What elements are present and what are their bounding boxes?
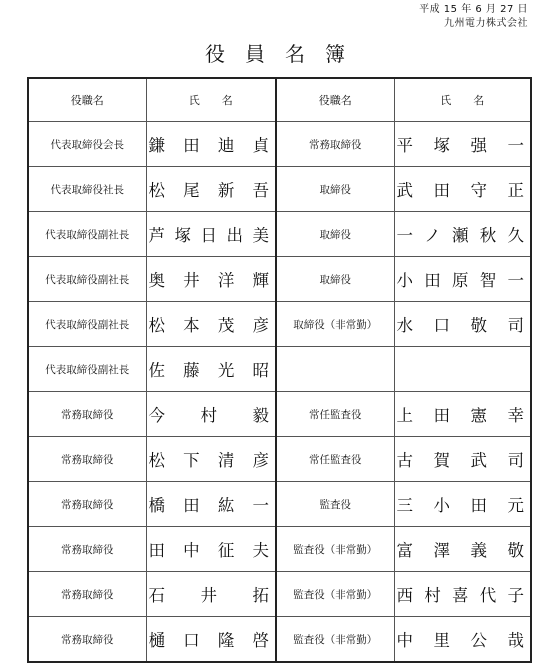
right-position-cell <box>276 347 394 392</box>
left-position-cell: 代表取締役副社長 <box>28 347 146 392</box>
right-name-cell: 一 ノ 瀬 秋 久 <box>394 212 531 257</box>
right-position-cell: 常務取締役 <box>276 122 394 167</box>
right-name-cell: 西 村 喜 代 子 <box>394 572 531 617</box>
header-position-left: 役職名 <box>28 78 146 122</box>
table-row <box>28 122 531 167</box>
table-row <box>28 212 531 257</box>
left-name-cell: 鎌 田 迪 貞 <box>146 122 276 167</box>
right-name-cell <box>394 347 531 392</box>
right-name-cell: 中 里 公 哉 <box>394 617 531 663</box>
right-name-cell: 富 澤 義 敬 <box>394 527 531 572</box>
left-position-cell: 常務取締役 <box>28 617 146 663</box>
left-name-cell: 芦 塚 日 出 美 <box>146 212 276 257</box>
left-position-cell: 代表取締役社長 <box>28 167 146 212</box>
table-row <box>28 572 531 617</box>
right-position-cell: 監査役（非常勤） <box>276 617 394 663</box>
right-position-cell: 監査役（非常勤） <box>276 527 394 572</box>
right-position-cell: 監査役 <box>276 482 394 527</box>
right-position-cell: 常任監査役 <box>276 392 394 437</box>
right-name-cell: 水 口 敬 司 <box>394 302 531 347</box>
table-row <box>28 392 531 437</box>
right-position-cell: 監査役（非常勤） <box>276 572 394 617</box>
roster-body <box>28 122 531 663</box>
left-position-cell: 常務取締役 <box>28 572 146 617</box>
left-position-cell: 代表取締役副社長 <box>28 212 146 257</box>
officer-roster-table <box>27 77 532 663</box>
header-name-left: 氏 名 <box>146 78 276 122</box>
left-name-cell: 佐 藤 光 昭 <box>146 347 276 392</box>
right-name-cell: 古 賀 武 司 <box>394 437 531 482</box>
right-name-cell: 小 田 原 智 一 <box>394 257 531 302</box>
left-name-cell: 今 村 毅 <box>146 392 276 437</box>
page-title: 役員名簿 <box>205 42 365 66</box>
right-name-cell: 上 田 憲 幸 <box>394 392 531 437</box>
left-name-cell: 松 下 清 彦 <box>146 437 276 482</box>
document-date: 平成 15 年 6 月 27 日 <box>419 4 528 15</box>
right-position-cell: 取締役（非常勤） <box>276 302 394 347</box>
left-position-cell: 常務取締役 <box>28 392 146 437</box>
left-name-cell: 樋 口 隆 啓 <box>146 617 276 663</box>
company-name: 九州電力株式会社 <box>444 18 528 29</box>
right-name-cell: 平 塚 强 一 <box>394 122 531 167</box>
table-row <box>28 302 531 347</box>
right-name-cell: 三 小 田 元 <box>394 482 531 527</box>
left-name-cell: 松 本 茂 彦 <box>146 302 276 347</box>
left-name-cell: 橋 田 紘 一 <box>146 482 276 527</box>
table-row <box>28 482 531 527</box>
right-position-cell: 取締役 <box>276 212 394 257</box>
table-row <box>28 527 531 572</box>
left-position-cell: 常務取締役 <box>28 482 146 527</box>
table-row <box>28 167 531 212</box>
left-position-cell: 常務取締役 <box>28 437 146 482</box>
left-position-cell: 代表取締役副社長 <box>28 257 146 302</box>
right-name-cell: 武 田 守 正 <box>394 167 531 212</box>
left-name-cell: 奥 井 洋 輝 <box>146 257 276 302</box>
left-position-cell: 代表取締役副社長 <box>28 302 146 347</box>
left-name-cell: 松 尾 新 吾 <box>146 167 276 212</box>
table-header-row <box>28 78 531 122</box>
right-position-cell: 取締役 <box>276 257 394 302</box>
left-position-cell: 常務取締役 <box>28 527 146 572</box>
left-name-cell: 田 中 征 夫 <box>146 527 276 572</box>
table-row <box>28 347 531 392</box>
left-position-cell: 代表取締役会長 <box>28 122 146 167</box>
table-row <box>28 617 531 663</box>
table-row <box>28 257 531 302</box>
table-row <box>28 437 531 482</box>
right-position-cell: 常任監査役 <box>276 437 394 482</box>
header-name-right: 氏 名 <box>394 78 531 122</box>
left-name-cell: 石 井 拓 <box>146 572 276 617</box>
header-position-right: 役職名 <box>276 78 394 122</box>
right-position-cell: 取締役 <box>276 167 394 212</box>
